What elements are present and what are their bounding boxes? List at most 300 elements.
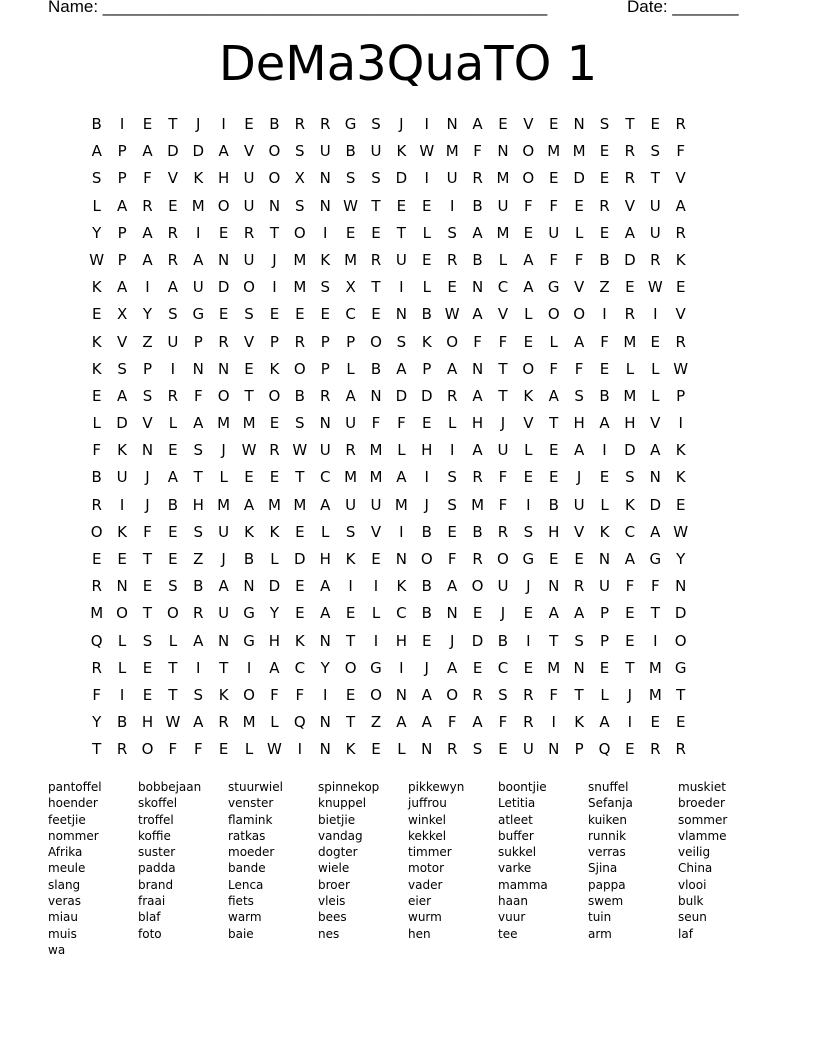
word-list-item: broer [318, 877, 350, 892]
grid-letter: R [675, 332, 686, 351]
grid-letter: Q [598, 740, 611, 759]
grid-letter: S [295, 414, 305, 433]
grid-letter: R [675, 740, 686, 759]
word-list-item: vuur [498, 910, 526, 925]
word-list-item: nes [318, 926, 340, 941]
grid-letter: A [218, 577, 229, 596]
grid-letter: G [649, 550, 662, 568]
grid-letter: R [472, 550, 483, 568]
grid-letter: F [473, 332, 482, 351]
grid-letter: S [193, 685, 204, 704]
grid-letter: X [294, 169, 305, 188]
grid-letter: W [292, 441, 308, 460]
grid-letter: A [447, 658, 458, 677]
grid-letter: J [500, 414, 506, 433]
grid-letter: H [192, 495, 204, 514]
grid-letter: L [168, 631, 178, 650]
grid-letter: I [653, 631, 658, 650]
grid-row [84, 738, 693, 765]
grid-letter: A [116, 196, 128, 215]
grid-letter: V [523, 414, 534, 433]
grid-letter: L [447, 414, 457, 433]
grid-row [84, 140, 693, 167]
grid-letter: E [142, 658, 153, 677]
grid-letter: N [573, 658, 585, 677]
grid-letter: B [294, 386, 305, 405]
grid-letter: A [573, 604, 585, 623]
grid-letter: R [675, 115, 686, 133]
grid-letter: T [549, 631, 559, 650]
word-list-item: knuppel [318, 796, 367, 811]
grid-letter: K [396, 577, 407, 596]
grid-letter: O [217, 386, 230, 405]
grid-letter: T [142, 550, 153, 568]
grid-letter: S [193, 441, 204, 460]
grid-letter: O [293, 223, 306, 242]
grid-letter: U [649, 223, 661, 242]
grid-letter: I [526, 495, 531, 514]
word-list-item: boontjie [498, 780, 547, 794]
grid-letter: N [395, 550, 407, 568]
grid-row [84, 331, 693, 358]
grid-letter: A [650, 441, 661, 460]
grid-letter: K [675, 250, 686, 269]
grid-letter: K [193, 169, 204, 188]
grid-letter: F [473, 142, 482, 161]
grid-letter: W [673, 359, 689, 378]
grid-letter: I [449, 196, 455, 215]
grid-letter: C [624, 522, 636, 541]
grid-letter: J [449, 631, 455, 650]
grid-letter: B [421, 604, 432, 623]
grid-letter: E [523, 658, 534, 677]
word-list-item: bulk [678, 894, 704, 909]
word-list-item: dogter [318, 845, 358, 860]
grid-letter: N [141, 441, 154, 460]
grid-letter: E [295, 577, 305, 596]
grid-letter: N [319, 740, 331, 759]
word-list-item: bietjie [318, 812, 356, 827]
grid-letter: M [369, 468, 383, 487]
grid-letter: R [269, 441, 280, 460]
grid-letter: I [119, 495, 125, 514]
grid-letter: A [142, 250, 153, 269]
grid-letter: E [422, 631, 432, 650]
page-title: DeMa3QuaTO 1 [218, 36, 598, 92]
grid-letter: K [574, 713, 585, 732]
grid-letter: S [447, 223, 457, 242]
grid-letter: O [116, 604, 128, 623]
grid-letter: Y [92, 223, 102, 242]
grid-letter: J [145, 468, 150, 487]
grid-letter: A [218, 142, 229, 161]
grid-letter: R [523, 685, 534, 704]
word-list-item: winkel [408, 812, 446, 827]
word-list-item: veras [48, 894, 82, 909]
grid-letter: H [624, 414, 636, 433]
grid-letter: E [320, 305, 330, 324]
grid-letter: A [193, 250, 204, 269]
grid-letter: U [497, 577, 509, 596]
grid-row [84, 276, 693, 303]
grid-letter: N [395, 305, 407, 324]
grid-letter: R [319, 115, 331, 133]
grid-letter: U [370, 142, 382, 161]
grid-letter: R [523, 713, 534, 732]
grid-letter: O [243, 685, 255, 704]
grid-letter: F [447, 550, 457, 568]
grid-letter: F [549, 250, 559, 269]
grid-letter: T [574, 685, 584, 704]
grid-letter: R [243, 223, 255, 242]
grid-letter: T [142, 604, 153, 623]
grid-letter: M [90, 604, 104, 623]
grid-letter: E [625, 604, 635, 623]
grid-letter: W [267, 740, 282, 759]
grid-letter: R [91, 658, 102, 677]
word-list-item: warm [228, 910, 262, 925]
grid-letter: K [624, 495, 635, 514]
grid-letter: G [370, 658, 382, 677]
word-list-item: nommer [48, 828, 99, 843]
grid-letter: E [295, 305, 305, 324]
grid-letter: N [675, 577, 687, 596]
grid-letter: E [371, 223, 381, 242]
grid-letter: R [624, 305, 636, 324]
grid-letter: O [370, 332, 382, 351]
grid-letter: P [193, 332, 203, 351]
grid-letter: N [268, 196, 281, 215]
grid-row [84, 684, 693, 711]
word-list-item: spinnekop [318, 780, 380, 794]
grid-letter: E [548, 169, 559, 188]
grid-letter: W [165, 713, 181, 732]
word-search-grid [84, 113, 693, 766]
grid-letter: F [447, 713, 457, 732]
word-list-item: atleet [498, 812, 533, 827]
grid-letter: A [91, 142, 102, 161]
word-list-item: vleis [318, 894, 346, 909]
grid-row [84, 602, 693, 629]
grid-letter: E [574, 196, 584, 215]
grid-letter: B [269, 115, 280, 133]
word-list-item: bande [228, 861, 266, 876]
grid-letter: S [295, 142, 305, 161]
grid-letter: D [192, 142, 205, 161]
grid-letter: E [269, 414, 280, 433]
word-list-item: moeder [228, 845, 275, 860]
word-list-item: Lenca [228, 877, 264, 892]
grid-letter: A [472, 713, 483, 732]
grid-letter: I [373, 577, 379, 596]
word-list-item: slang [48, 877, 81, 892]
grid-letter: B [91, 468, 102, 487]
grid-letter: R [624, 142, 636, 161]
grid-letter: L [117, 658, 127, 677]
grid-letter: J [145, 495, 150, 514]
grid-letter: E [472, 604, 483, 623]
grid-row [84, 657, 693, 684]
grid-letter: U [218, 604, 230, 623]
word-list-item: wurm [408, 910, 442, 925]
grid-letter: S [650, 142, 661, 161]
grid-letter: J [221, 441, 226, 460]
grid-letter: F [143, 522, 152, 541]
grid-letter: R [116, 740, 128, 759]
grid-letter: L [524, 305, 533, 324]
word-list-item: timmer [408, 845, 452, 860]
grid-letter: A [472, 386, 483, 405]
grid-letter: E [218, 740, 229, 759]
grid-letter: E [168, 441, 178, 460]
word-list-item: ratkas [228, 828, 266, 843]
grid-letter: T [676, 685, 686, 704]
grid-letter: M [344, 250, 358, 269]
grid-letter: S [142, 386, 153, 405]
grid-letter: F [371, 414, 381, 433]
grid-letter: T [498, 386, 508, 405]
grid-letter: I [424, 468, 429, 487]
grid-letter: N [319, 631, 331, 650]
grid-letter: F [498, 468, 508, 487]
grid-letter: L [651, 386, 660, 405]
word-list-item: wa [48, 942, 66, 957]
grid-letter: L [117, 631, 127, 650]
grid-letter: K [269, 522, 280, 541]
grid-letter: P [117, 250, 127, 269]
grid-letter: B [599, 386, 610, 405]
grid-letter: I [348, 577, 353, 596]
grid-letter: R [167, 250, 179, 269]
grid-letter: L [651, 359, 660, 378]
grid-letter: V [573, 522, 585, 541]
grid-letter: K [218, 685, 229, 704]
grid-letter: P [117, 142, 127, 161]
word-list-item: broeder [678, 796, 725, 811]
word-list-item: meule [48, 861, 86, 876]
grid-letter: B [116, 713, 128, 732]
grid-letter: A [472, 441, 483, 460]
grid-letter: S [320, 278, 330, 297]
grid-letter: A [523, 250, 534, 269]
grid-letter: J [221, 550, 226, 568]
grid-letter: L [524, 441, 533, 460]
grid-row [84, 113, 693, 140]
grid-letter: O [522, 142, 535, 161]
grid-letter: H [421, 441, 433, 460]
grid-letter: N [421, 740, 433, 759]
grid-letter: L [574, 223, 584, 242]
grid-letter: N [649, 468, 661, 487]
grid-letter: B [497, 631, 509, 650]
grid-letter: S [625, 468, 635, 487]
grid-letter: T [625, 658, 635, 677]
grid-letter: O [217, 196, 230, 215]
grid-letter: H [395, 631, 408, 650]
grid-letter: E [244, 115, 254, 133]
word-list-item: feetjie [48, 812, 86, 827]
word-list-item: miau [48, 910, 78, 925]
grid-letter: I [119, 115, 125, 133]
grid-letter: A [142, 142, 153, 161]
grid-row [84, 466, 693, 493]
grid-letter: E [295, 604, 305, 623]
grid-letter: I [399, 658, 404, 677]
word-list-item: baie [228, 926, 254, 941]
grid-letter: L [600, 495, 609, 514]
grid-letter: O [293, 359, 306, 378]
grid-letter: P [574, 740, 584, 759]
grid-letter: E [345, 685, 356, 704]
grid-letter: F [193, 386, 203, 405]
grid-letter: D [674, 604, 687, 623]
grid-letter: L [244, 740, 254, 759]
grid-letter: E [599, 658, 610, 677]
grid-row [84, 412, 693, 439]
grid-letter: P [599, 631, 610, 650]
grid-letter: N [446, 115, 458, 133]
grid-letter: D [573, 169, 585, 188]
grid-letter: I [196, 223, 201, 242]
grid-letter: A [396, 359, 407, 378]
grid-letter: S [345, 522, 356, 541]
grid-letter: A [269, 658, 280, 677]
grid-letter: D [395, 169, 408, 188]
grid-letter: K [675, 441, 686, 460]
grid-letter: B [421, 305, 432, 324]
grid-letter: J [500, 604, 506, 623]
grid-letter: W [343, 196, 359, 215]
grid-letter: Z [370, 713, 382, 732]
grid-letter: M [471, 495, 485, 514]
grid-letter: A [167, 278, 178, 297]
grid-letter: E [498, 115, 508, 133]
grid-letter: E [371, 740, 381, 759]
grid-letter: E [269, 305, 280, 324]
grid-letter: E [345, 604, 356, 623]
grid-letter: A [421, 713, 432, 732]
grid-letter: M [547, 658, 561, 677]
grid-letter: U [497, 196, 509, 215]
grid-letter: K [244, 522, 254, 541]
grid-letter: N [243, 577, 255, 596]
grid-letter: Y [676, 550, 686, 568]
grid-letter: U [243, 196, 255, 215]
grid-letter: I [119, 685, 125, 704]
grid-letter: S [142, 631, 153, 650]
grid-letter: F [574, 250, 584, 269]
grid-letter: U [649, 196, 661, 215]
grid-letter: E [625, 278, 635, 297]
grid-letter: N [218, 250, 230, 269]
grid-letter: F [524, 196, 533, 215]
grid-letter: P [346, 332, 356, 351]
grid-letter: N [319, 196, 331, 215]
grid-letter: G [192, 305, 205, 324]
grid-letter: S [193, 522, 204, 541]
grid-letter: U [319, 441, 331, 460]
grid-letter: M [293, 278, 307, 297]
grid-letter: B [243, 550, 255, 568]
grid-letter: O [268, 386, 281, 405]
grid-letter: S [574, 386, 584, 405]
grid-letter: F [676, 142, 685, 161]
grid-letter: S [396, 332, 407, 351]
grid-letter: E [396, 196, 407, 215]
grid-letter: L [270, 550, 279, 568]
grid-letter: M [496, 223, 510, 242]
grid-letter: N [218, 631, 230, 650]
grid-letter: G [547, 278, 560, 297]
grid-letter: I [602, 441, 607, 460]
grid-letter: C [319, 468, 331, 487]
grid-letter: F [650, 577, 660, 596]
grid-letter: E [599, 142, 610, 161]
grid-letter: R [446, 386, 458, 405]
grid-letter: G [344, 115, 357, 133]
grid-letter: I [196, 658, 201, 677]
grid-row [84, 711, 693, 738]
grid-letter: E [599, 169, 610, 188]
grid-letter: V [243, 142, 255, 161]
grid-letter: F [625, 577, 635, 596]
grid-letter: I [449, 441, 455, 460]
grid-letter: F [193, 740, 203, 759]
grid-letter: K [117, 522, 127, 541]
grid-letter: M [267, 495, 281, 514]
grid-letter: A [447, 577, 458, 596]
grid-letter: R [193, 604, 204, 623]
grid-letter: O [166, 604, 179, 623]
grid-letter: V [650, 414, 661, 433]
grid-letter: I [145, 278, 150, 297]
grid-letter: P [269, 332, 279, 351]
grid-letter: A [167, 468, 178, 487]
word-list-item: Afrika [48, 845, 83, 860]
grid-row [84, 575, 693, 602]
grid-letter: F [92, 685, 102, 704]
grid-letter: R [675, 223, 686, 242]
word-list-item: veilig [678, 845, 711, 860]
grid-letter: A [345, 386, 356, 405]
grid-letter: T [650, 169, 660, 188]
grid-letter: K [675, 468, 686, 487]
grid-letter: O [446, 685, 459, 704]
grid-letter: E [168, 196, 178, 215]
grid-letter: F [600, 332, 609, 351]
grid-letter: T [92, 740, 102, 759]
grid-letter: D [217, 278, 230, 297]
grid-letter: R [472, 468, 483, 487]
grid-letter: K [117, 441, 127, 460]
grid-letter: E [218, 223, 229, 242]
grid-letter: A [116, 278, 128, 297]
grid-letter: F [270, 685, 279, 704]
grid-letter: A [447, 359, 458, 378]
grid-letter: E [650, 115, 661, 133]
grid-letter: P [422, 359, 432, 378]
grid-letter: Y [320, 658, 330, 677]
grid-letter: M [191, 196, 205, 215]
grid-letter: E [675, 713, 686, 732]
word-list-item: varke [498, 861, 532, 876]
grid-letter: E [218, 305, 229, 324]
grid-letter: U [497, 441, 509, 460]
grid-letter: I [678, 414, 683, 433]
grid-letter: D [395, 386, 408, 405]
grid-letter: S [498, 685, 508, 704]
grid-letter: E [523, 468, 534, 487]
